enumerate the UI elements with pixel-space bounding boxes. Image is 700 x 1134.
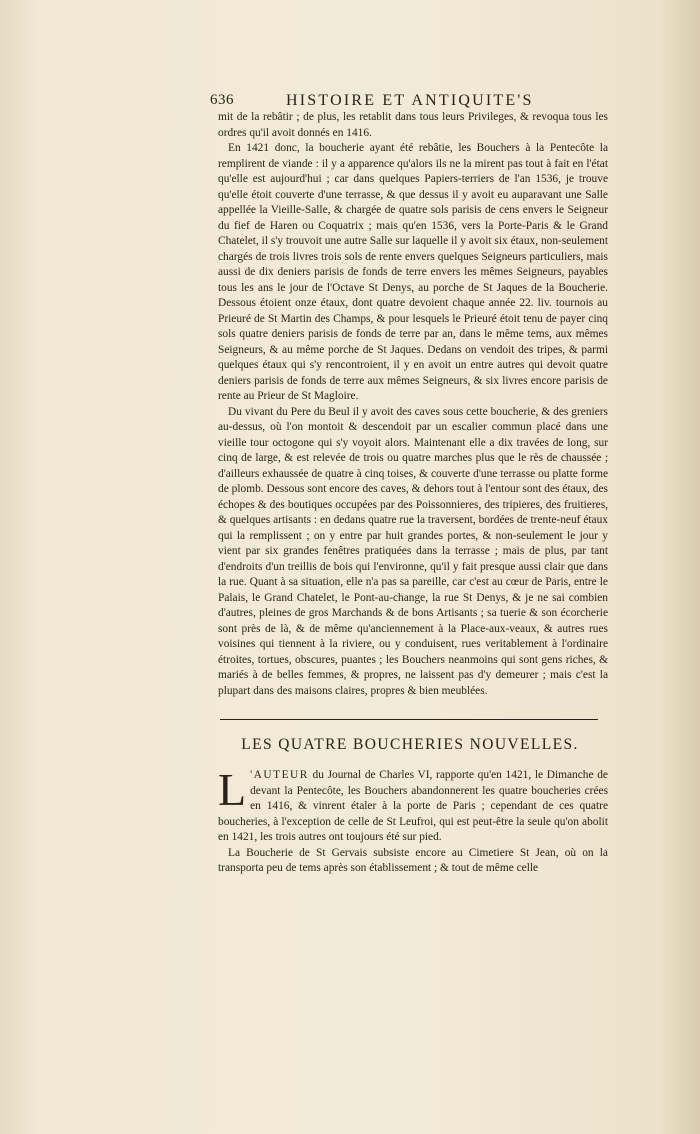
body-text <box>218 110 608 699</box>
page-header <box>210 92 610 112</box>
section-divider <box>220 719 598 720</box>
section-text <box>218 764 608 877</box>
paragraph: En 1421 donc, la boucherie ayant été rebâtie, les Bouchers à la Pentecôte la remplirent de viande : il y a apparence qu'alors ils ne la mirent pas tout à fait en l'état qu'elle est aujourd'hui ; car dans quelques Papiers-terriers de l'an 1536, je trouve qu'elle étoit couverte d'une terrasse, & que dessus il y avoit eu auparavant une Salle appellée la Vieille-Salle, & chargée de quatre sols parisis de cens envers le Seigneur du fief de Haren ou Coquatrix ; mais qu'en 1536, vers la Porte-Paris & le Grand Chatelet, il s'y trouvoit une autre Salle sur laquelle il y avoit six étaux, non-seulement chargés de trois livres trois sols de rente envers quelques Seigneurs particuliers, mais aussi de dix deniers parisis de fonds de terre envers les mêmes Seigneurs, payables tous les ans le jour de l'Octave St Denys, au porche de St Jaques de la Boucherie. Dessous étoient onze étaux, dont quatre devoient chaque année 22. liv. tournois au Prieuré de St Martin des Champs, & pour lesquels le Prieuré étoit tenu de payer cinq sols quatre deniers parisis de fonds de terre par an, dans le même tems, aux mêmes Seigneurs, & au même porche de St Jaques. Dedans on vendoit des tripes, & parmi quelques étaux qui s'y rencontroient, il y en avoit un entre autres qui devoit quatre deniers parisis de fonds de terre aux mêmes Seigneurs, & six livres encore parisis de rente au Prieur de St Magloire. <box>218 142 608 402</box>
paragraph: mit de la rebâtir ; de plus, les retablit dans tous leurs Privileges, & revoqua tous les ordres qu'il avoit donnés en 1416. <box>218 111 608 139</box>
auteur-word: 'AUTEUR <box>250 769 309 781</box>
paragraph <box>218 764 608 846</box>
running-title: HISTOIRE ET ANTIQUITE'S <box>286 92 534 109</box>
page-number: 636 <box>210 92 234 108</box>
section-title: LES QUATRE BOUCHERIES NOUVELLES. <box>241 736 579 753</box>
paragraph: La Boucherie de St Gervais subsiste encore au Cimetiere St Jean, où on la transporta peu de tems après son établissement ; & tout de même celle <box>218 846 608 874</box>
paragraph: Du vivant du Pere du Beul il y avoit des caves sous cette boucherie, & des greniers au-dessus, où l'on montoit & descendoit par un escalier commun placé dans une vieille tour octogone qui s'y voyoit alors. Maintenant elle a dix travées de long, sur cinq de large, & est relevée de trois ou quatre marches plus que le rès de chaussée ; d'ailleurs exhaussée de quatre à cinq toises, & couverte d'une terrasse ou platte forme de plomb. Dessous sont encore des caves, & dehors tout à l'entour sont des étaux, des échopes & des boutiques occupées par des Poissonnieres, des tripieres, des fruitieres, & quelques artisants : en dedans quatre rue la traversent, bordées de trente-neuf étaux qui la remplissent ; on y entre par huit grandes portes, & non-seulement le jour y vient par six grandes fenêtres pratiquées dans la terrasse ; mais de plus, par tant d'endroits d'un treillis de bois qui l'environne, qu'il y fait presque aussi clair que dans la rue. Quant à sa situation, elle n'a pas sa pareille, car c'est au cœur de Paris, entre le Palais, le Grand Chatelet, le Pont-au-change, la rue St Denys, & je ne sai combien d'autres, pleines de gros Marchands & de bons Artisants ; sa tuerie & son écorcherie sont près de là, & de même qu'anciennement à la Place-aux-veaux, & autres rues voisines qui tiennent à la riviere, ou y conduisent, rues veritablement à l'ordinaire étroites, tortues, obscures, puantes ; les Bouchers neanmoins qui sont gens riches, & mariés à de belles femmes, & propres, ne laissent pas d'y demeurer ; mais c'est la plupart dans des maisons claires, propres & bien meublées. <box>218 405 608 697</box>
paragraph-rest: du Journal de Charles VI, rapporte qu'en 1421, le Dimanche de devant la Pentecôte, les Bouchers abandonnerent les quatre boucheries crées en 1416, & vinrent étaler à la porte de Paris ; cependant de ces quatre boucheries, à l'exception de celle de St Leufroi, qui est peut-être la seule qu'on abolit en 1421, les trois autres ont toujours été sur pied. <box>218 769 608 843</box>
drop-cap: L <box>218 764 247 815</box>
